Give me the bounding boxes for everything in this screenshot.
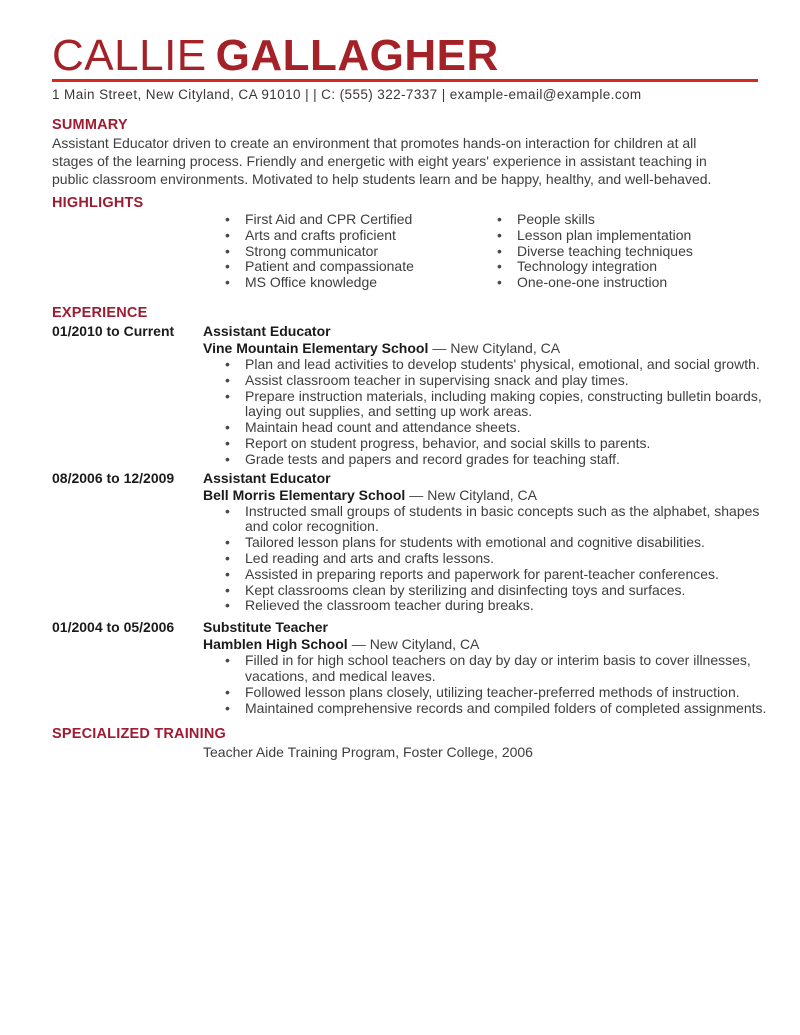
job-location: New Cityland, CA [427,486,537,503]
summary-heading: SUMMARY [52,117,128,133]
job-entry [52,322,762,468]
experience-section [52,304,767,716]
bullet-item: • Prepare instruction materials, including making copies, constructing bulletin boards, laying out supplies, and setting up work areas. [203,389,767,421]
job-school-line [203,487,767,504]
job-school: Hamblen High School [203,636,348,653]
job-location-separator: — [409,486,424,503]
job-school-line [203,636,767,653]
job-title: Assistant Educator [203,469,331,486]
bullet-item: • Report on student progress, behavior, and social skills to parents. [203,436,767,452]
job-location-separator: — [351,636,366,653]
bullet-item: • Assist classroom teacher in supervising snack and play times. [203,373,767,389]
bullet-item: • Technology integration [475,259,758,275]
training-heading: SPECIALIZED TRAINING [52,726,226,743]
highlights-columns [203,212,758,291]
bullet-item: • Maintain head count and attendance sheets. [203,420,767,436]
job-entry [52,470,758,615]
job-school: Vine Mountain Elementary School [203,339,429,356]
bullet-item: • Diverse teaching techniques [475,244,758,260]
bullet-item: • Instructed small groups of students in basic concepts such as the alphabet, shapes and color recognition. [203,504,767,536]
bullet-item: • Kept classrooms clean by sterilizing and disinfecting toys and surfaces. [203,583,767,599]
bullet-item: • Arts and crafts proficient [203,228,475,244]
training-text: Teacher Aide Training Program, Foster College, 2006 [203,744,533,761]
bullet-item: • Led reading and arts and crafts lessons. [203,551,767,567]
experience-heading: EXPERIENCE [52,304,148,321]
bullet-item: • Assisted in preparing reports and paperwork for parent-teacher conferences. [203,567,767,583]
job-dates: 01/2004 to 05/2006 [52,619,175,636]
bullet-item: • Lesson plan implementation [475,228,758,244]
bullet-item: • Tailored lesson plans for students with emotional and cognitive disabilities. [203,535,767,551]
candidate-name [52,31,758,80]
bullet-item: • Followed lesson plans closely, utilizing teacher-preferred methods of instruction. [203,685,767,701]
bullet-item: • Grade tests and papers and record grades for teaching staff. [203,452,767,468]
candidate-first-name: CALLIE [52,31,207,80]
job-location-separator: — [432,339,447,356]
job-dates: 01/2010 to Current [52,322,175,339]
job-title: Substitute Teacher [203,619,328,636]
contact-line: 1 Main Street, New Cityland, CA 91010 | | C: (555) 322-7337 | example-email@example.com [52,87,642,102]
candidate-last-name: GALLAGHER [215,31,499,80]
summary-text: Assistant Educator driven to create an environment that promotes hands-on interaction for children at all stages of the learning process. Friendly and energetic with eight years' experience in assistant teaching in public classroom environments. Motivated to help students learn and be happy, healthy, and well-behaved. [52,135,712,187]
job-title: Assistant Educator [203,322,331,339]
training-section [52,726,758,761]
highlights-section [52,195,758,291]
bullet-item: • Maintained comprehensive records and compiled folders of completed assignments. [203,701,767,717]
bullet-item: • Patient and compassionate [203,259,475,275]
job-location: New Cityland, CA [450,339,561,356]
job-bullets [203,357,767,468]
job-body [203,619,767,716]
bullet-item: • People skills [475,212,758,228]
bullet-item: • Relieved the classroom teacher during breaks. [203,598,767,614]
job-body [203,470,767,615]
job-bullets [203,504,767,615]
summary-section [52,117,758,188]
job-entry [52,619,767,716]
job-school-line [203,340,767,357]
highlights-column-2 [475,212,758,291]
job-school: Bell Morris Elementary School [203,486,406,503]
bullet-item: • Plan and lead activities to develop students' physical, emotional, and social growth. [203,357,767,373]
jobs-container [52,322,767,716]
job-bullets [203,653,767,716]
highlights-heading: HIGHLIGHTS [52,195,144,211]
bullet-item: • Filled in for high school teachers on day by day or interim basis to cover illnesses, vacations, and medical leaves. [203,653,767,685]
bullet-item: • Strong communicator [203,244,475,260]
bullet-item: • First Aid and CPR Certified [203,212,475,228]
highlights-column-1 [203,212,475,291]
bullet-item: • MS Office knowledge [203,275,475,291]
bullet-item: • One-one-one instruction [475,275,758,291]
job-location: New Cityland, CA [369,636,480,653]
job-dates: 08/2006 to 12/2009 [52,469,175,486]
job-body [203,323,767,468]
